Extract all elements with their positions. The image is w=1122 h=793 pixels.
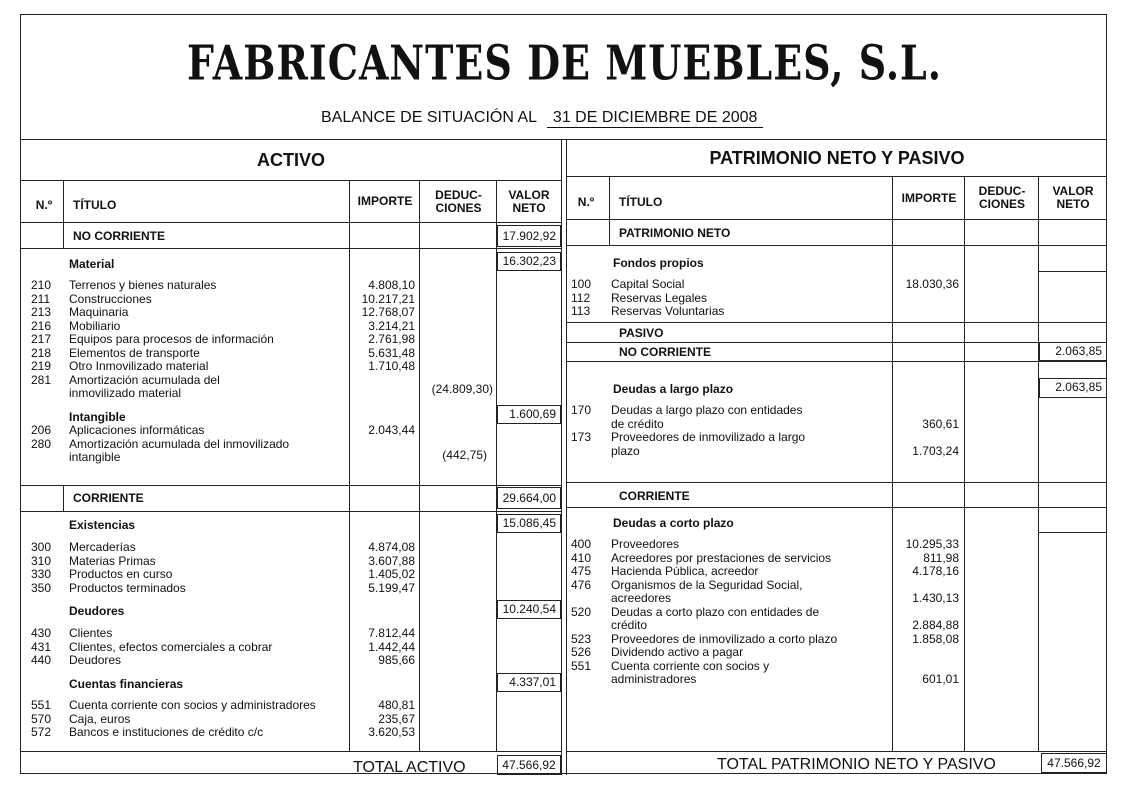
table-row <box>21 347 421 361</box>
table-row <box>21 555 421 569</box>
account-title: Equipos para procesos de información <box>69 332 274 346</box>
account-amount: 811,98 <box>923 550 959 565</box>
pasivo-rule-1 <box>567 176 1107 177</box>
account-code: 310 <box>31 553 52 568</box>
deudores-rows <box>21 627 421 668</box>
account-amount: 985,66 <box>378 653 415 667</box>
account-amount: 1.710,48 <box>368 359 415 373</box>
account-amount: 2.043,44 <box>368 423 415 437</box>
account-code: 100 <box>571 277 592 291</box>
total-activo-value: 47.566,92 <box>497 755 561 775</box>
account-amount: 3.607,88 <box>368 553 415 568</box>
account-code: 551 <box>31 698 52 712</box>
account-title: Cuenta corriente con socios y administradores <box>69 698 316 712</box>
account-code: 206 <box>31 423 52 437</box>
table-row <box>21 568 421 582</box>
account-title: crédito <box>611 618 648 632</box>
account-title: Reservas Legales <box>611 290 708 305</box>
company-title: FABRICANTES DE MUEBLES, S.L. <box>186 34 942 91</box>
table-row <box>21 360 421 374</box>
table-row <box>567 292 967 306</box>
rule-center-left <box>561 139 562 775</box>
account-amount: 1.430,13 <box>912 591 959 605</box>
account-title: Elementos de transporte <box>69 345 200 360</box>
account-code: 211 <box>31 291 51 306</box>
account-amount: 1.703,24 <box>912 443 959 458</box>
table-row <box>567 404 967 418</box>
pasivo-vcode-1 <box>609 176 610 246</box>
account-code: 300 <box>31 540 52 554</box>
activo-no-corriente-valor: 17.902,92 <box>497 225 561 247</box>
pasivo-rule-total <box>567 751 1107 752</box>
table-row <box>21 293 421 307</box>
balance-date: 31 DE DICIEMBRE DE 2008 <box>547 109 764 128</box>
account-amount: 4.874,08 <box>368 540 415 554</box>
material-valor: 16.302,23 <box>497 252 561 271</box>
intangible-valor: 1.600,69 <box>497 405 561 424</box>
table-row <box>567 660 967 674</box>
account-code: 219 <box>31 359 52 373</box>
deudores-valor: 10.240,54 <box>497 600 561 619</box>
account-code: 526 <box>571 645 592 659</box>
table-row <box>21 582 421 596</box>
total-activo-label: TOTAL ACTIVO <box>353 759 466 776</box>
table-row <box>567 552 967 566</box>
table-row <box>21 541 421 555</box>
table-row <box>567 278 967 292</box>
total-pasivo-value: 47.566,92 <box>1041 753 1107 773</box>
table-row <box>567 565 967 579</box>
material-label: Material <box>69 257 115 271</box>
activo-col-valor-1: VALOR <box>508 188 550 202</box>
table-row <box>21 320 421 334</box>
balance-sheet <box>20 14 1107 774</box>
pasivo-vvalor <box>1038 176 1039 751</box>
largo-plazo-rows <box>567 404 967 458</box>
account-title: Cuenta corriente con socios y <box>611 658 770 673</box>
account-amount: 1.858,08 <box>912 631 959 646</box>
account-title: Materias Primas <box>69 553 156 568</box>
account-title: acreedores <box>611 591 672 605</box>
subtitle-text: BALANCE DE SITUACIÓN AL <box>321 109 537 126</box>
account-title: Amortización acumulada del inmovilizado <box>69 436 290 451</box>
activo-corriente-label: CORRIENTE <box>73 491 144 505</box>
pasivo-col-importe: IMPORTE <box>901 191 957 205</box>
activo-col-n: N.º <box>35 198 53 212</box>
pasivo-no-corriente-valor: 2.063,85 <box>1039 342 1107 361</box>
account-code: 570 <box>31 711 52 726</box>
activo-heading: ACTIVO <box>256 150 325 170</box>
account-code: 430 <box>31 626 52 640</box>
account-title: Hacienda Pública, acreedor <box>611 564 759 578</box>
account-title: Proveedores <box>611 537 680 551</box>
pasivo-col-n: N.º <box>577 195 595 209</box>
activo-col-valor <box>497 189 561 215</box>
activo-col-deduc-2: CIONES <box>435 201 482 215</box>
account-code: 218 <box>31 345 52 360</box>
fondos-propios-label: Fondos propios <box>613 256 704 270</box>
pasivo-corto-box-rule <box>1038 532 1107 533</box>
account-amount: 10.217,21 <box>361 291 415 306</box>
account-amount: 3.214,21 <box>368 318 415 333</box>
activo-rule-3 <box>21 248 561 249</box>
balance-subtitle <box>321 109 763 128</box>
account-title: inmovilizado material <box>69 386 182 400</box>
account-title: Acreedores por prestaciones de servicios <box>611 550 832 565</box>
account-title: Amortización acumulada del <box>69 372 220 387</box>
account-code: 523 <box>571 631 592 646</box>
pasivo-rule-3 <box>567 245 1107 246</box>
account-amount: 5.631,48 <box>368 345 415 360</box>
rule-top <box>21 139 1107 140</box>
table-row <box>567 538 967 552</box>
activo-rule-total <box>21 751 561 752</box>
account-amount: 7.812,44 <box>368 626 415 640</box>
account-title: Terrenos y bienes naturales <box>69 278 217 292</box>
activo-col-valor-2: NETO <box>512 201 546 215</box>
pasivo-rule-7 <box>567 482 1107 483</box>
account-title: Deudas a largo plazo con entidades <box>611 403 803 417</box>
financieras-valor: 4.337,01 <box>497 673 561 692</box>
table-row <box>567 673 967 687</box>
activo-col-deduc-1: DEDUC- <box>435 188 482 202</box>
account-code: 520 <box>571 604 592 619</box>
account-title: Bancos e instituciones de crédito c/c <box>69 725 264 739</box>
activo-rule-1 <box>21 180 561 181</box>
account-code: 210 <box>31 278 52 292</box>
pasivo-rule-4 <box>567 322 1107 323</box>
existencias-valor: 15.086,45 <box>497 514 561 533</box>
account-code: 431 <box>31 639 52 654</box>
account-amount: 5.199,47 <box>368 580 415 595</box>
pasivo-rule-8 <box>567 507 1107 508</box>
table-row <box>21 374 421 388</box>
table-row <box>21 627 421 641</box>
account-amount: 2.761,98 <box>368 332 415 346</box>
account-amount: 235,67 <box>378 711 415 726</box>
account-code: 400 <box>571 537 592 551</box>
activo-col-importe: IMPORTE <box>357 194 413 208</box>
table-row <box>21 713 421 727</box>
account-title: Aplicaciones informáticas <box>69 423 205 437</box>
pasivo-heading: PATRIMONIO NETO Y PASIVO <box>709 148 965 168</box>
account-amount: 10.295,33 <box>905 537 959 551</box>
account-code: 170 <box>571 403 592 417</box>
account-title: administradores <box>611 672 697 686</box>
pasivo-rule-5 <box>567 342 1107 343</box>
activo-col-titulo: TÍTULO <box>73 198 117 212</box>
account-code: 217 <box>31 332 52 346</box>
account-title: de crédito <box>611 416 664 431</box>
activo-no-corriente-label: NO CORRIENTE <box>73 229 166 243</box>
activo-rule-5 <box>21 511 561 512</box>
corto-plazo-label: Deudas a corto plazo <box>613 516 734 530</box>
account-code: 213 <box>31 305 52 319</box>
account-title: Productos terminados <box>69 580 186 595</box>
account-title: Caja, euros <box>69 711 131 726</box>
account-code: 475 <box>571 564 592 578</box>
account-amount: 2.884,88 <box>912 618 959 632</box>
activo-vcode-2 <box>63 485 64 511</box>
activo-rule-2 <box>21 222 561 223</box>
pasivo-corriente-label: CORRIENTE <box>619 489 690 503</box>
existencias-label: Existencias <box>69 518 136 532</box>
account-amount: 18.030,36 <box>905 277 959 291</box>
pasivo-col-deduc-2: CIONES <box>978 197 1025 211</box>
account-title: Maquinaria <box>69 305 129 319</box>
table-row <box>21 654 421 668</box>
account-code: 410 <box>571 550 592 565</box>
account-title: Deudas a corto plazo con entidades de <box>611 604 820 619</box>
account-code: 440 <box>31 653 52 667</box>
account-amount: 360,61 <box>922 416 959 431</box>
patrimonio-neto-label: PATRIMONIO NETO <box>619 226 731 240</box>
account-title: Construcciones <box>69 291 152 306</box>
table-row <box>567 305 967 319</box>
account-amount: 3.620,53 <box>368 725 415 739</box>
account-title: Mobiliario <box>69 318 121 333</box>
account-title: intangible <box>69 450 121 464</box>
account-amount: 12.768,07 <box>361 305 415 319</box>
table-row <box>21 641 421 655</box>
account-title: Deudores <box>69 653 122 667</box>
account-title: Clientes <box>69 626 113 640</box>
table-row <box>567 619 967 633</box>
account-title: Capital Social <box>611 277 685 291</box>
table-row <box>21 726 421 740</box>
account-code: 281 <box>31 372 52 387</box>
pasivo-col-deducciones <box>966 185 1038 211</box>
pasivo-col-valor-1: VALOR <box>1052 184 1094 198</box>
pasivo-col-valor <box>1039 185 1107 211</box>
corto-plazo-rows <box>567 538 967 687</box>
table-row <box>567 646 967 660</box>
deudores-label: Deudores <box>69 604 125 618</box>
pasivo-col-deduc-1: DEDUC- <box>978 184 1026 198</box>
table-row <box>21 699 421 713</box>
largo-plazo-label: Deudas a largo plazo <box>613 382 734 396</box>
account-code: 173 <box>571 430 592 444</box>
table-row <box>21 306 421 320</box>
account-amount: 4.808,10 <box>368 278 415 292</box>
intangible-rows <box>21 424 421 465</box>
account-title: Clientes, efectos comerciales a cobrar <box>69 639 273 654</box>
table-row <box>21 387 421 401</box>
account-title: Otro Inmovilizado material <box>69 359 209 373</box>
table-row <box>21 451 421 465</box>
account-title: Productos en curso <box>69 567 173 581</box>
account-amount: 1.405,02 <box>368 567 415 581</box>
table-row <box>567 579 967 593</box>
account-amount: 480,81 <box>378 698 415 712</box>
table-row <box>21 438 421 452</box>
table-row <box>567 633 967 647</box>
account-title: Proveedores de inmovilizado a largo <box>611 430 806 444</box>
activo-corriente-valor: 29.664,00 <box>497 487 561 509</box>
account-code: 216 <box>31 318 52 333</box>
activo-col-deducciones <box>421 189 496 215</box>
material-deduccion: (24.809,30) <box>431 382 493 396</box>
table-row <box>567 592 967 606</box>
pasivo-rule-2 <box>567 219 1107 220</box>
account-code: 280 <box>31 436 52 451</box>
activo-rule-4 <box>21 485 561 486</box>
account-title: Reservas Voluntarias <box>611 304 725 318</box>
financieras-rows <box>21 699 421 740</box>
account-title: Mercaderías <box>69 540 136 554</box>
pasivo-label: PASIVO <box>619 326 664 340</box>
pasivo-col-valor-2: NETO <box>1056 197 1090 211</box>
table-row <box>567 418 967 432</box>
total-pasivo-label: TOTAL PATRIMONIO NETO Y PASIVO <box>717 756 996 773</box>
table-row <box>21 279 421 293</box>
account-title: plazo <box>611 443 640 458</box>
activo-vcode-1 <box>63 180 64 248</box>
largo-plazo-valor: 2.063,85 <box>1039 378 1107 398</box>
account-code: 476 <box>571 577 592 592</box>
account-code: 350 <box>31 580 52 595</box>
pasivo-rule-6 <box>567 361 1107 362</box>
pasivo-fondos-box-rule <box>1038 271 1107 272</box>
intangible-deduccion: (442,75) <box>442 448 487 462</box>
pasivo-no-corriente-label: NO CORRIENTE <box>619 345 712 359</box>
account-amount: 4.178,16 <box>912 564 959 578</box>
material-rows <box>21 279 421 401</box>
account-title: Proveedores de inmovilizado a corto plazo <box>611 631 838 646</box>
financieras-label: Cuentas financieras <box>69 677 184 691</box>
account-amount: 1.442,44 <box>368 639 415 654</box>
table-row <box>567 431 967 445</box>
table-row <box>21 424 421 438</box>
account-code: 112 <box>571 290 591 305</box>
account-code: 330 <box>31 567 52 581</box>
account-title: Dividendo activo a pagar <box>611 645 744 659</box>
pasivo-col-titulo: TÍTULO <box>619 195 663 209</box>
table-row <box>567 606 967 620</box>
table-row <box>21 333 421 347</box>
existencias-rows <box>21 541 421 595</box>
table-row <box>567 445 967 459</box>
account-code: 572 <box>31 725 52 739</box>
account-code: 551 <box>571 658 592 673</box>
account-title: Organismos de la Seguridad Social, <box>611 577 803 592</box>
intangible-label: Intangible <box>69 410 126 424</box>
account-code: 113 <box>571 304 591 318</box>
account-amount: 601,01 <box>922 672 959 686</box>
fondos-rows <box>567 278 967 319</box>
